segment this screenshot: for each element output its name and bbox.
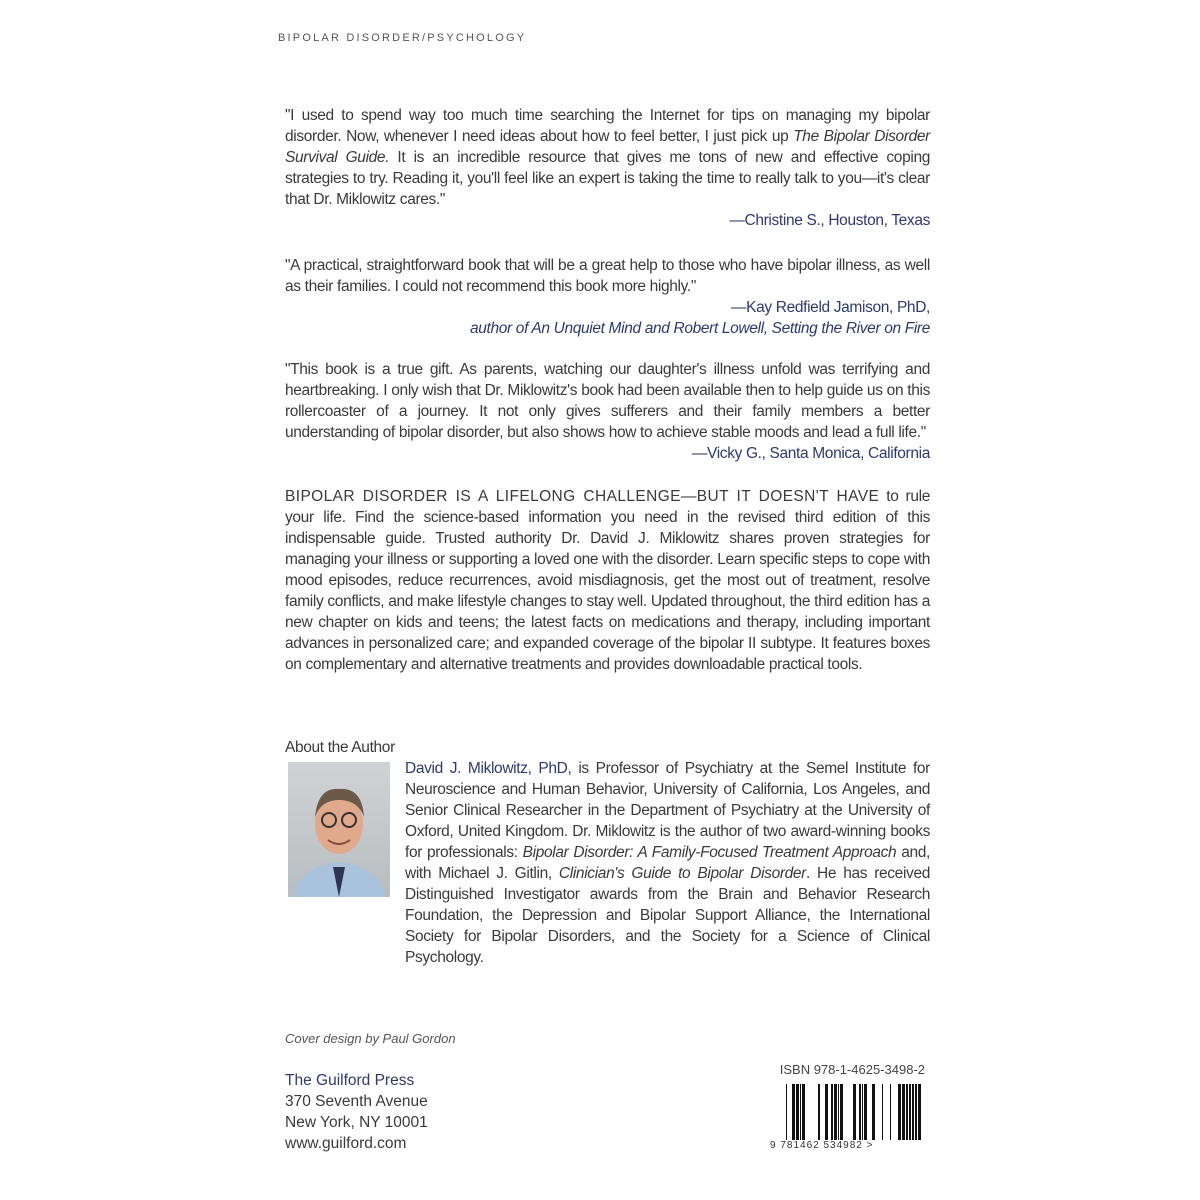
quote-credit: author of An Unquiet Mind and Robert Lowell, Setting the River on Fire [470,320,930,337]
bio-text: is Professor of Psychiatry at the Semel Institute for Neuroscience and Human Behavior, University of California, Los Angeles, and Senior Clinical Researcher in the Department of Psychiatry at the University of Oxford, United Kingdom. Dr. Miklowitz is the author of two award-winning books for professionals: [405,760,930,861]
publisher-city: New York, NY 10001 [285,1114,428,1131]
quote-text: "A practical, straightforward book that will be a great help to those who have bipolar illness, as well as their families. I could not recommend this book more highly." [285,257,930,295]
book-title: Clinician's Guide to Bipolar Disorder [558,865,806,882]
isbn: ISBN 978-1-4625-3498-2 [779,1062,925,1077]
bio-text: . He has received Distinguished Investigator awards from the Brain and Behavior Research Foundation, the Depression and Bipolar Support Alliance, the International Society for Bipolar Disorders, and the Society for a Science of Clinical Psychology. [405,865,930,966]
book-title: Bipolar Disorder: A Family-Focused Treatment Approach [522,844,897,861]
description-lead: BIPOLAR DISORDER IS A LIFELONG CHALLENGE—BUT IT DOESN'T HAVE [285,488,880,505]
publisher-website: www.guilford.com [285,1135,407,1152]
author-photo [288,762,390,897]
publisher-name: The Guilford Press [285,1072,415,1089]
quote-text: It is an incredible resource that gives me tons of new and effective coping strategies to try. Reading it, you'll feel like an expert is taking the time to really talk to you—it's clear that Dr. Miklowitz cares." [285,149,930,208]
book-title: The Bipolar Disorder Survival Guide. [285,128,930,166]
book-description [285,486,930,675]
quote-attribution: —Vicky G., Santa Monica, California [691,445,930,462]
barcode-digits: 9 781462 534982 > [770,1140,874,1151]
testimonial-2 [285,255,930,339]
quote-text: "I used to spend way too much time searching the Internet for tips on managing my bipolar disorder. Now, whenever I need ideas about how to feel better, I just pick up [285,107,930,145]
testimonial-1 [285,105,930,231]
testimonial-3 [285,359,930,464]
barcode [782,1084,922,1140]
cover-credit: Cover design by Paul Gordon [285,1031,456,1046]
about-heading: About the Author [285,739,395,756]
quote-attribution: —Christine S., Houston, Texas [729,212,930,229]
author-name: David J. Miklowitz, PhD, [405,760,572,777]
bio-text: and, with Michael J. Gitlin, [405,844,931,882]
publisher-block [285,1070,428,1154]
author-bio [405,758,930,968]
description-body: to rule your life. Find the science-based information you need in the revised third edition of this indispensable guide. Trusted authority Dr. David J. Miklowitz shares proven strategies for managing your illness or supporting a loved one with the disorder. Learn specific steps to cope with mood episodes, reduce recurrences, avoid misdiagnosis, get the most out of treatment, resolve family conflicts, and make lifestyle changes to stay well. Updated throughout, the third edition has a new chapter on kids and teens; the latest facts on medications and therapy, including important advances in personalized care; and expanded coverage of the bipolar II subtype. It features boxes on complementary and alternative treatments and provides downloadable practical tools. [285,488,930,673]
quote-text: "This book is a true gift. As parents, watching our daughter's illness unfold was terrifying and heartbreaking. I only wish that Dr. Miklowitz's book had been available then to help guide us on this rollercoaster of a journey. It not only gives sufferers and their family members a better understanding of bipolar disorder, but also shows how to achieve stable moods and lead a full life." [285,361,930,441]
category-label: BIPOLAR DISORDER/PSYCHOLOGY [278,32,527,44]
quote-attribution: —Kay Redfield Jamison, PhD, [730,299,930,316]
publisher-street: 370 Seventh Avenue [285,1093,428,1110]
